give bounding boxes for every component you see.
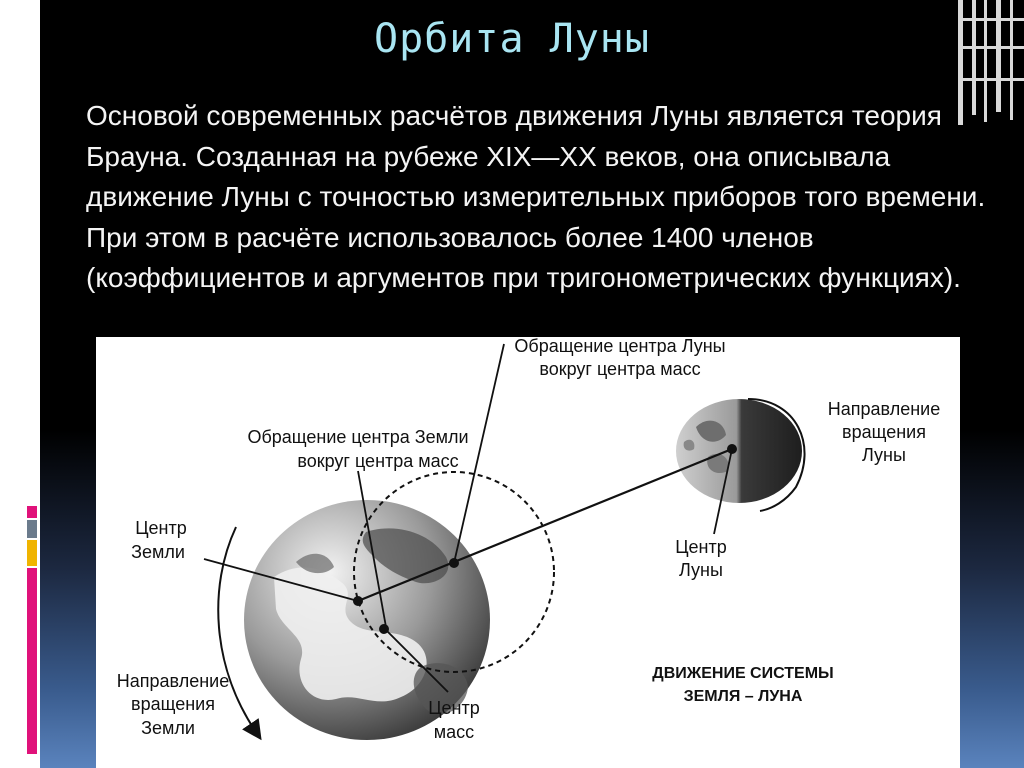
diagram-caption xyxy=(652,665,833,705)
label-line: Центр xyxy=(135,518,187,538)
label-line: вращения xyxy=(131,694,215,714)
label-earth-center xyxy=(131,518,187,562)
caption-line: ДВИЖЕНИЕ СИСТЕМЫ xyxy=(652,665,834,682)
diagram-svg xyxy=(96,337,960,768)
label-line: Земли xyxy=(131,542,185,562)
leader-moon-revolution xyxy=(454,344,504,563)
label-moon-center xyxy=(675,537,727,580)
label-line: вращения xyxy=(842,422,926,442)
moon-globe xyxy=(676,399,802,503)
label-line: Обращение центра Луны xyxy=(514,337,726,356)
label-line: Луны xyxy=(679,560,723,580)
earth-moon-diagram xyxy=(96,337,960,768)
label-line: Направление xyxy=(827,399,941,419)
accent-bars xyxy=(27,506,39,754)
label-line: вокруг центра масс xyxy=(297,451,459,471)
label-line: Центр xyxy=(428,698,480,718)
label-earth-revolution xyxy=(247,427,468,471)
slide-paragraph: Основой современных расчётов движения Луны является теория Брауна. Созданная на рубеже XIX—XX веков, она описывала движение Луны с точностью измерительных приборов того времени. При этом в расчёте использовалось более 1400 членов (коэффициентов и аргументов при тригонометрических функциях). xyxy=(86,100,986,293)
label-line: Направление xyxy=(116,671,230,691)
label-line: масс xyxy=(433,722,475,742)
caption-line: ЗЕМЛЯ – ЛУНА xyxy=(683,688,803,705)
slide-title: Орбита Луны xyxy=(374,16,650,62)
label-barycenter xyxy=(428,698,480,742)
label-line: Луны xyxy=(862,445,906,465)
label-line: Земли xyxy=(141,718,195,738)
label-line: Обращение центра Земли xyxy=(247,427,469,447)
label-earth-rotation xyxy=(117,671,229,738)
label-line: Центр xyxy=(675,537,727,557)
label-moon-revolution xyxy=(514,337,725,379)
label-line: вокруг центра масс xyxy=(539,359,701,379)
label-moon-rotation xyxy=(828,399,940,465)
